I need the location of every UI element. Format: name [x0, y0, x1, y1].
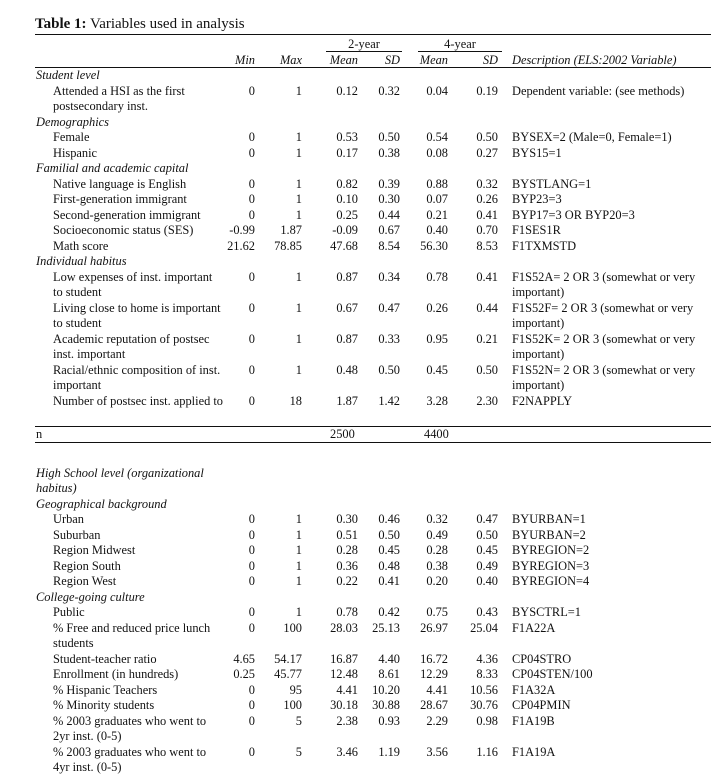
value-sd2: 8.54 — [378, 238, 400, 253]
section-heading: Student level — [36, 68, 100, 82]
variable-description: BYSCTRL=1 — [512, 605, 581, 619]
value-max: 1 — [295, 130, 302, 144]
value-mean4: 0.26 — [426, 300, 448, 315]
variable-label: Racial/ethnic composition of inst. important — [53, 362, 221, 392]
section-heading: Individual habitus — [36, 254, 127, 268]
value-mean4: 0.38 — [426, 558, 448, 573]
variable-label: Academic reputation of postsec inst. important — [53, 331, 210, 361]
value-sd2: 0.50 — [378, 130, 400, 144]
variable-description: F1S52F= 2 OR 3 (somewhat or very important) — [512, 300, 694, 330]
value-max: 1 — [295, 300, 302, 315]
value-sd4: 0.45 — [476, 543, 498, 557]
variable-label: Math score — [53, 238, 109, 253]
value-min: 0 — [248, 176, 255, 191]
value-min: 0 — [248, 682, 255, 697]
value-max: 54.17 — [274, 651, 302, 666]
value-min: 0 — [248, 574, 255, 588]
variable-description: F1S52K= 2 OR 3 (somewhat or very important) — [512, 331, 696, 361]
variable-label: Number of postsec inst. applied to — [53, 393, 223, 408]
value-min: 0 — [248, 145, 255, 160]
value-max: 1 — [295, 558, 302, 573]
value-min: 0 — [248, 192, 255, 206]
variable-label: Suburban — [53, 527, 101, 542]
group-header-4year: 4-year — [444, 37, 476, 51]
value-sd2: 0.32 — [378, 83, 400, 98]
value-sd4: 1.16 — [476, 744, 498, 759]
variable-description: BYSTLANG=1 — [512, 176, 592, 191]
value-max: 95 — [289, 682, 302, 697]
value-mean2: 0.22 — [336, 574, 358, 588]
variable-description: F1S52N= 2 OR 3 (somewhat or very important) — [512, 362, 696, 392]
value-sd4: 0.50 — [476, 130, 498, 144]
value-mean2: 1.87 — [336, 393, 358, 408]
value-mean4: 0.88 — [426, 176, 448, 191]
value-min: 4.65 — [233, 651, 255, 666]
value-sd4: 0.43 — [476, 605, 498, 619]
value-mean2: 3.46 — [336, 744, 358, 759]
value-mean2: 0.10 — [336, 192, 358, 206]
variable-label: Hispanic — [53, 145, 98, 160]
value-max: 1 — [295, 512, 302, 526]
header-sd-2year: SD — [384, 53, 400, 67]
value-mean2: 0.87 — [336, 331, 358, 346]
variable-description: F1SES1R — [512, 223, 561, 237]
variable-label: Student-teacher ratio — [53, 651, 157, 666]
variable-description: F1A32A — [512, 682, 556, 697]
variable-description: BYREGION=4 — [512, 574, 590, 588]
value-mean2: 28.03 — [330, 620, 358, 635]
value-mean2: 0.78 — [336, 605, 358, 619]
value-mean4: 0.28 — [426, 543, 448, 557]
value-mean4: 0.54 — [426, 130, 448, 144]
value-mean4: 0.20 — [426, 574, 448, 588]
variable-label: Region West — [53, 574, 117, 588]
value-sd2: 0.45 — [378, 543, 400, 557]
variable-label: % Free and reduced price lunch students — [53, 620, 211, 650]
value-max: 18 — [289, 393, 302, 408]
value-sd4: 0.47 — [476, 512, 498, 526]
value-min: 0 — [248, 393, 255, 408]
value-mean4: 0.49 — [426, 527, 448, 542]
value-max: 1 — [295, 527, 302, 542]
value-mean2: 12.48 — [330, 667, 358, 681]
variable-label: Public — [53, 605, 85, 619]
value-max: 100 — [283, 698, 302, 712]
variable-description: BYREGION=3 — [512, 558, 590, 573]
value-min: 0.25 — [233, 667, 255, 681]
value-min: 0 — [248, 558, 255, 573]
value-sd4: 0.19 — [476, 83, 498, 98]
value-mean4: 56.30 — [420, 238, 448, 253]
value-sd2: 10.20 — [372, 682, 400, 697]
header-sd-4year: SD — [482, 53, 498, 67]
value-mean2: 16.87 — [330, 651, 358, 666]
variable-description: BYURBAN=1 — [512, 512, 586, 526]
value-max: 1 — [295, 362, 302, 377]
value-max: 5 — [295, 744, 302, 759]
value-sd4: 0.41 — [476, 207, 498, 222]
value-sd2: 30.88 — [372, 698, 400, 712]
value-mean2: 0.30 — [336, 512, 358, 526]
value-min: 0 — [248, 698, 255, 712]
value-max: 100 — [283, 620, 302, 635]
value-mean4: 4.41 — [426, 682, 448, 697]
variable-label: Attended a HSI as the first postsecondary inst. — [53, 83, 185, 113]
variable-label: Second-generation immigrant — [53, 207, 201, 222]
variable-label: Socioeconomic status (SES) — [53, 223, 194, 237]
sample-size-top-rule — [35, 426, 711, 427]
variable-label: Enrollment (in hundreds) — [53, 667, 179, 681]
value-sd4: 25.04 — [470, 620, 498, 635]
sample-size-4year: 4400 — [424, 426, 449, 441]
value-mean4: 0.21 — [426, 207, 448, 222]
value-mean4: 28.67 — [420, 698, 448, 712]
header-mean-4year: Mean — [419, 53, 448, 67]
value-max: 1 — [295, 574, 302, 588]
value-max: 78.85 — [274, 238, 302, 253]
value-max: 1 — [295, 176, 302, 191]
value-mean2: -0.09 — [332, 223, 358, 237]
value-mean2: 0.36 — [336, 558, 358, 573]
value-sd2: 1.19 — [378, 744, 400, 759]
value-mean4: 0.40 — [426, 223, 448, 237]
value-max: 5 — [295, 713, 302, 728]
value-mean2: 0.48 — [336, 362, 358, 377]
variable-description: CP04PMIN — [512, 698, 571, 712]
value-max: 1 — [295, 145, 302, 160]
value-min: 0 — [248, 620, 255, 635]
value-mean4: 3.56 — [426, 744, 448, 759]
value-min: 0 — [248, 605, 255, 619]
value-min: 0 — [248, 130, 255, 144]
variable-label: % Hispanic Teachers — [53, 682, 158, 697]
header-mean-2year: Mean — [329, 53, 358, 67]
value-mean2: 0.25 — [336, 207, 358, 222]
value-sd2: 0.47 — [378, 300, 400, 315]
value-mean2: 0.67 — [336, 300, 358, 315]
value-max: 1 — [295, 207, 302, 222]
value-max: 1 — [295, 331, 302, 346]
variable-description: BYS15=1 — [512, 145, 562, 160]
value-mean2: 30.18 — [330, 698, 358, 712]
value-sd2: 8.61 — [378, 667, 400, 681]
value-sd2: 0.46 — [378, 512, 400, 526]
header-min: Min — [235, 53, 255, 67]
header-description: Description (ELS:2002 Variable) — [512, 53, 677, 67]
value-max: 1 — [295, 543, 302, 557]
sample-size-2year: 2500 — [330, 426, 355, 441]
variable-description: F1A22A — [512, 620, 556, 635]
value-mean2: 0.82 — [336, 176, 358, 191]
value-sd4: 0.98 — [476, 713, 498, 728]
table-caption-text: Variables used in analysis — [90, 16, 245, 32]
value-mean4: 0.04 — [426, 83, 448, 98]
value-min: 0 — [248, 527, 255, 542]
value-sd2: 0.39 — [378, 176, 400, 191]
value-max: 45.77 — [274, 667, 302, 681]
value-sd4: 0.40 — [476, 574, 498, 588]
table-caption-label: Table 1: — [35, 16, 87, 32]
value-mean2: 0.17 — [336, 145, 358, 160]
group-header-2year: 2-year — [348, 37, 380, 51]
section-heading: Geographical background — [36, 496, 167, 511]
value-mean2: 47.68 — [330, 238, 358, 253]
variable-label: Living close to home is important to student — [53, 300, 221, 330]
value-max: 1.87 — [280, 223, 302, 237]
value-sd2: 0.67 — [378, 223, 400, 237]
value-sd2: 0.42 — [378, 605, 400, 619]
variable-description: F2NAPPLY — [512, 393, 573, 408]
value-min: 0 — [248, 207, 255, 222]
value-sd2: 0.50 — [378, 527, 400, 542]
section-heading: Familial and academic capital — [36, 161, 189, 175]
value-sd2: 0.93 — [378, 713, 400, 728]
value-min: 0 — [248, 543, 255, 557]
value-mean4: 0.75 — [426, 605, 448, 619]
value-sd4: 0.44 — [476, 300, 498, 315]
variable-description: Dependent variable: (see methods) — [512, 83, 685, 98]
value-sd2: 0.48 — [378, 558, 400, 573]
value-sd4: 30.76 — [470, 698, 498, 712]
variable-label: Low expenses of inst. important to student — [53, 269, 213, 299]
value-sd2: 0.50 — [378, 362, 400, 377]
value-min: -0.99 — [229, 223, 255, 237]
value-sd4: 8.33 — [476, 667, 498, 681]
value-sd4: 0.70 — [476, 223, 498, 237]
value-sd4: 0.26 — [476, 192, 498, 206]
value-mean4: 0.32 — [426, 512, 448, 526]
variable-description: F1A19B — [512, 713, 555, 728]
variable-description: CP04STEN/100 — [512, 667, 593, 681]
value-mean4: 26.97 — [420, 620, 448, 635]
value-mean2: 0.51 — [336, 527, 358, 542]
sample-size-bottom-rule — [35, 442, 711, 443]
value-min: 0 — [248, 362, 255, 377]
variable-description: F1A19A — [512, 744, 556, 759]
value-min: 0 — [248, 512, 255, 526]
variable-label: Urban — [53, 512, 84, 526]
value-sd4: 0.50 — [476, 527, 498, 542]
variable-label: Native language is English — [53, 176, 187, 191]
variable-label: Region South — [53, 558, 121, 573]
section-heading: College-going culture — [36, 589, 145, 604]
value-mean4: 0.08 — [426, 145, 448, 160]
value-min: 0 — [248, 83, 255, 98]
value-mean4: 0.95 — [426, 331, 448, 346]
variable-label: First-generation immigrant — [53, 192, 187, 206]
value-sd2: 0.41 — [378, 574, 400, 588]
value-max: 1 — [295, 269, 302, 284]
value-sd4: 0.32 — [476, 176, 498, 191]
variable-description: F1S52A= 2 OR 3 (somewhat or very important) — [512, 269, 696, 299]
header-max: Max — [279, 53, 302, 67]
variable-label: Female — [53, 130, 90, 144]
variable-description: CP04STRO — [512, 651, 572, 666]
value-sd4: 8.53 — [476, 238, 498, 253]
section-heading: High School level (organizational habitus) — [36, 465, 204, 495]
value-sd2: 0.44 — [378, 207, 400, 222]
variable-description: BYP17=3 OR BYP20=3 — [512, 207, 635, 222]
section-heading: Demographics — [36, 114, 109, 129]
value-min: 0 — [248, 331, 255, 346]
value-max: 1 — [295, 192, 302, 206]
value-min: 0 — [248, 713, 255, 728]
value-mean4: 2.29 — [426, 713, 448, 728]
variable-description: BYSEX=2 (Male=0, Female=1) — [512, 130, 672, 144]
variable-label: % 2003 graduates who went to 4yr inst. (0-5) — [53, 744, 207, 774]
value-min: 0 — [248, 269, 255, 284]
sample-size-label: n — [36, 426, 43, 441]
variable-description: BYURBAN=2 — [512, 527, 586, 542]
value-sd4: 0.41 — [476, 269, 498, 284]
value-sd4: 2.30 — [476, 393, 498, 408]
variable-label: % Minority students — [53, 698, 155, 712]
value-sd4: 0.21 — [476, 331, 498, 346]
value-mean2: 0.28 — [336, 543, 358, 557]
value-max: 1 — [295, 605, 302, 619]
variable-description: BYP23=3 — [512, 192, 562, 206]
value-sd2: 4.40 — [378, 651, 400, 666]
value-sd4: 0.27 — [476, 145, 498, 160]
value-sd2: 0.30 — [378, 192, 400, 206]
value-min: 0 — [248, 744, 255, 759]
value-mean4: 0.78 — [426, 269, 448, 284]
value-mean2: 4.41 — [336, 682, 358, 697]
variable-description: F1TXMSTD — [512, 238, 577, 253]
variable-description: BYREGION=2 — [512, 543, 590, 557]
value-mean4: 0.45 — [426, 362, 448, 377]
value-mean2: 0.87 — [336, 269, 358, 284]
value-sd4: 10.56 — [470, 682, 498, 697]
value-mean4: 0.07 — [426, 192, 448, 206]
value-min: 0 — [248, 300, 255, 315]
value-sd2: 0.38 — [378, 145, 400, 160]
value-mean2: 0.12 — [336, 83, 358, 98]
value-sd4: 0.49 — [476, 558, 498, 573]
variable-label: Region Midwest — [53, 543, 136, 557]
value-sd2: 1.42 — [378, 393, 400, 408]
value-sd4: 0.50 — [476, 362, 498, 377]
value-min: 21.62 — [227, 238, 255, 253]
value-mean4: 3.28 — [426, 393, 448, 408]
value-mean4: 16.72 — [420, 651, 448, 666]
value-sd2: 0.33 — [378, 331, 400, 346]
value-sd4: 4.36 — [476, 651, 498, 666]
value-mean2: 0.53 — [336, 130, 358, 144]
value-sd2: 0.34 — [378, 269, 400, 284]
value-mean2: 2.38 — [336, 713, 358, 728]
value-sd2: 25.13 — [372, 620, 400, 635]
value-max: 1 — [295, 83, 302, 98]
variable-label: % 2003 graduates who went to 2yr inst. (0-5) — [53, 713, 207, 743]
value-mean4: 12.29 — [420, 667, 448, 681]
